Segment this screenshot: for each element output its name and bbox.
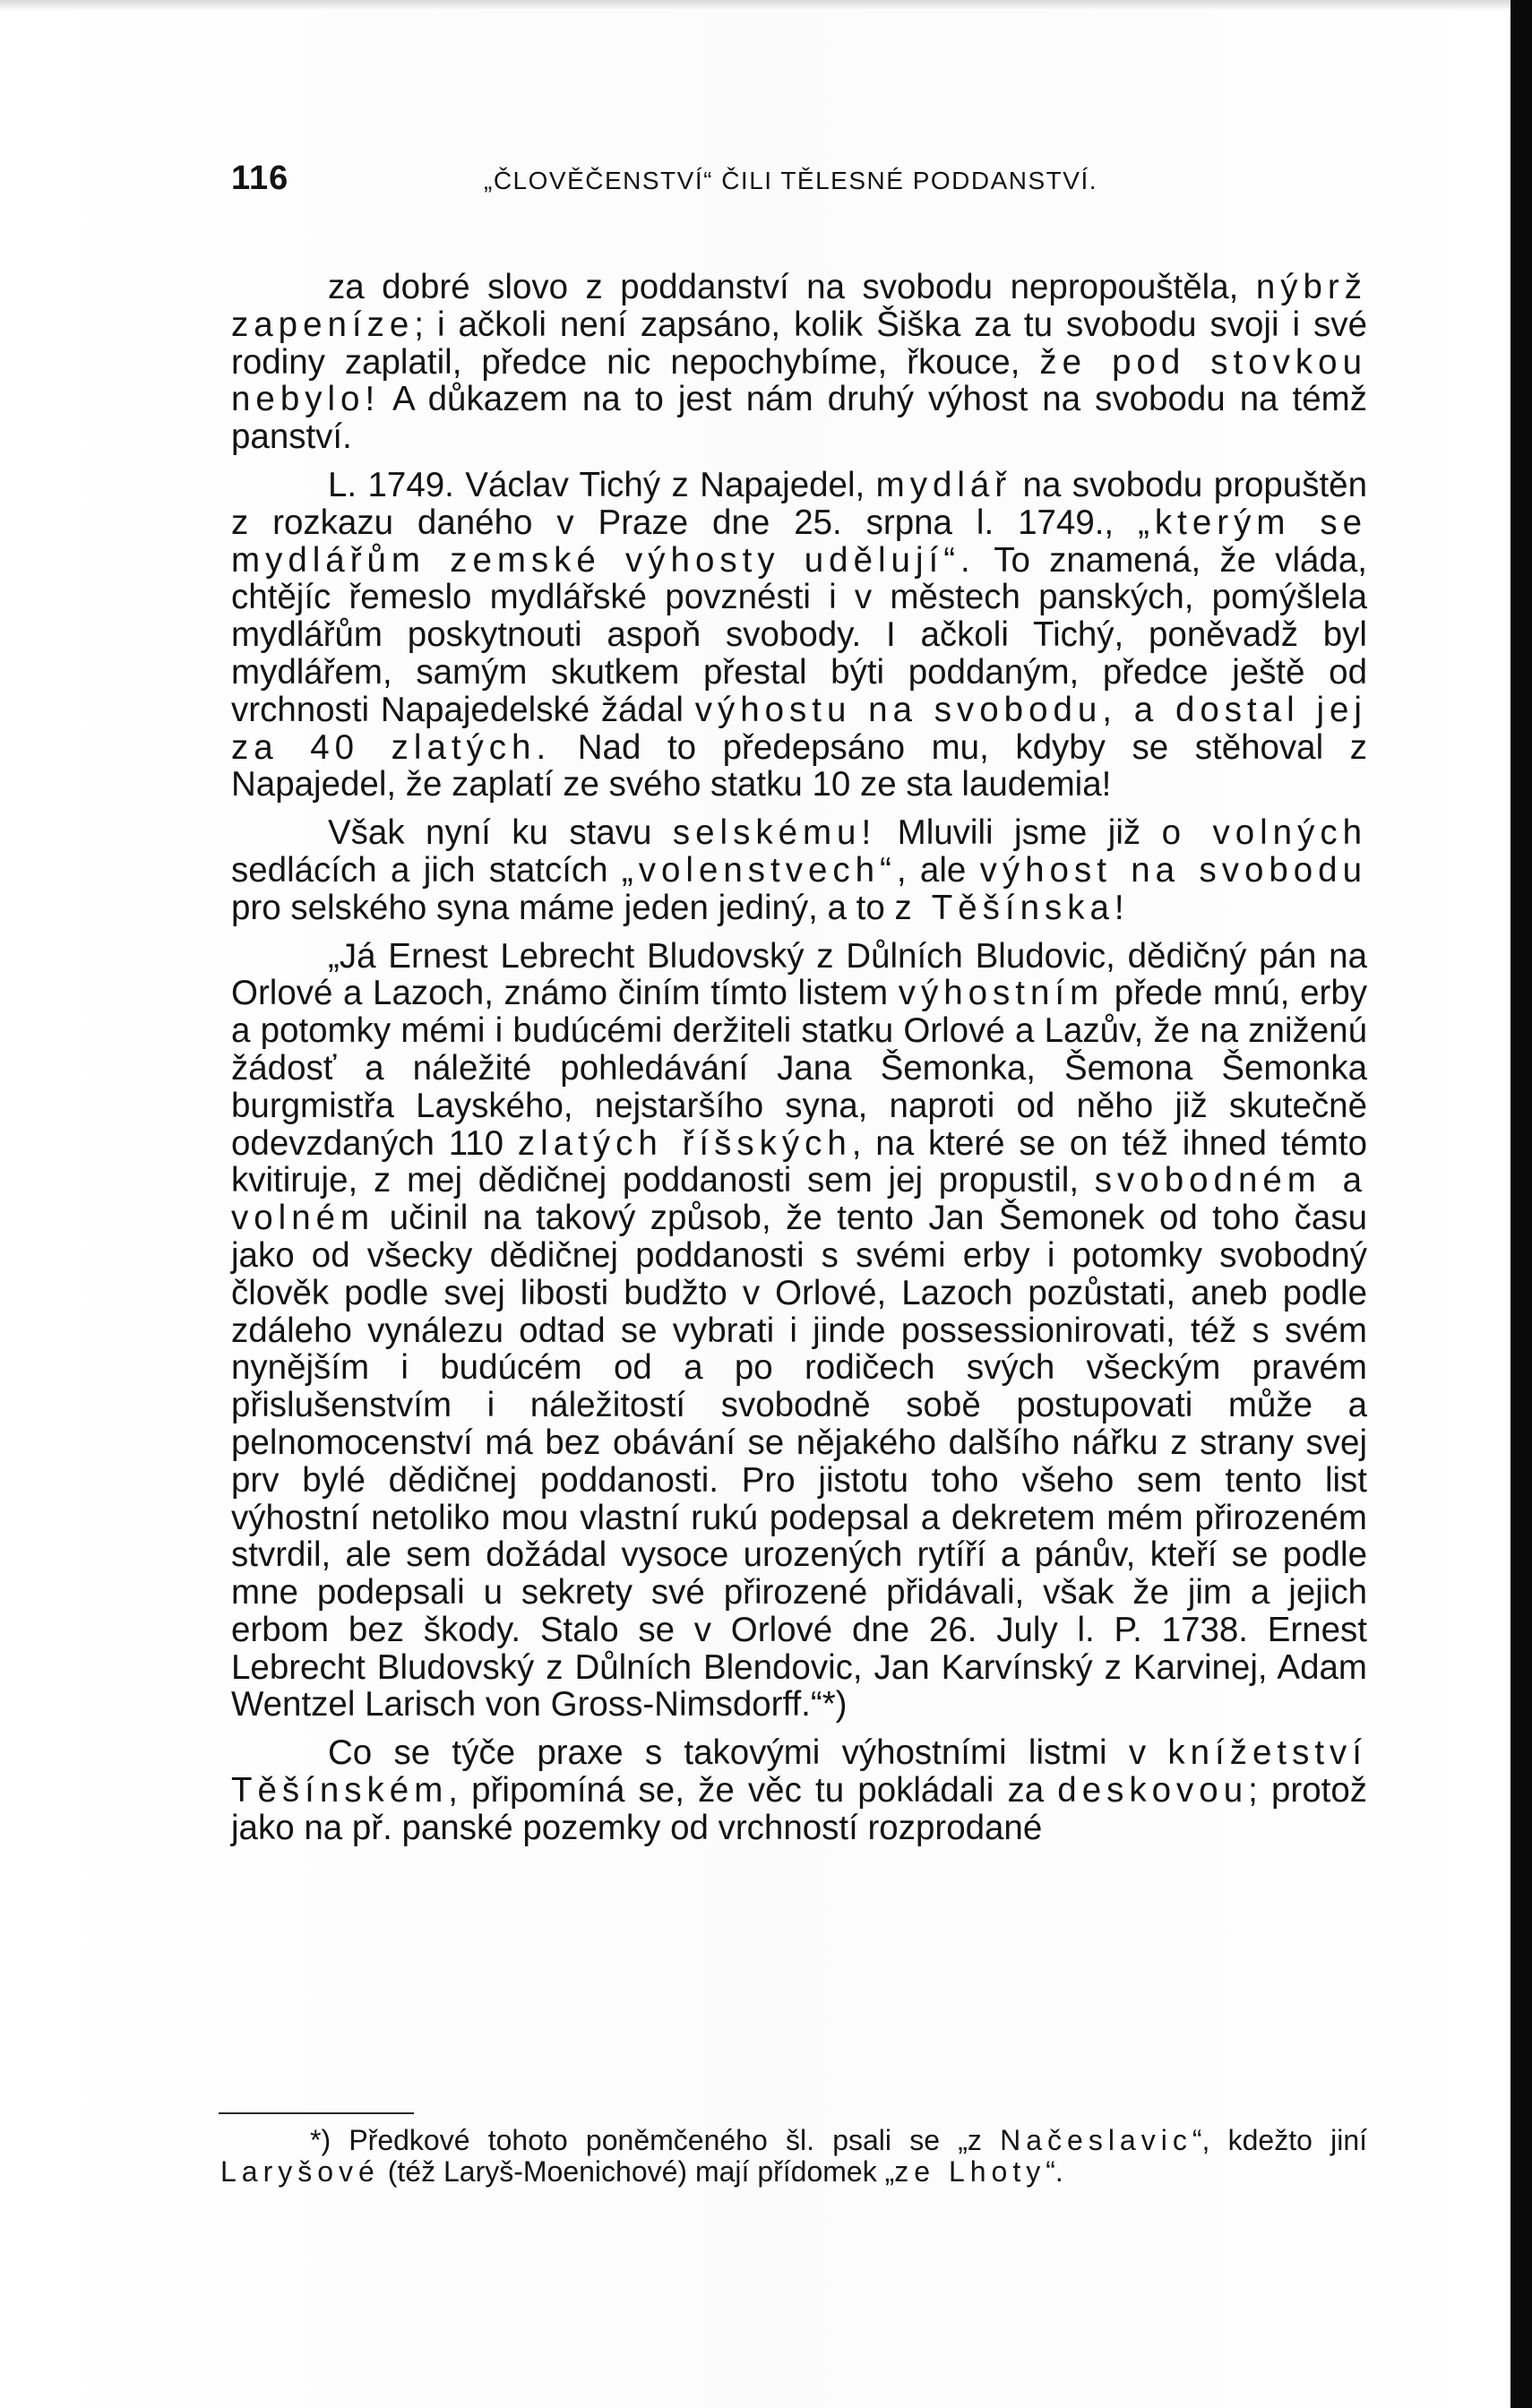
spaced-emphasis: „volenstvech“ (621, 850, 897, 890)
spaced-emphasis: výhostním (898, 974, 1105, 1013)
spaced-emphasis: deskovou (1057, 1771, 1249, 1810)
page-number: 116 (231, 159, 289, 197)
text-run: Mluvili jsme již (876, 813, 1162, 853)
text-run: “, kdežto jiní (1192, 2124, 1367, 2156)
text-run: Však nyní ku stavu (328, 813, 673, 853)
text-run: přede mnú, erby a potomky mémi i budúcémi deržiteli statku Orlové a Lazův, že na zniženú žádosť a náležité pohledávání Jana Šemonka, Šemona Šemonka burgmistřa Layského, nejstaršího syna, naproti od něho již skutečně odevzdaných 110 (231, 974, 1367, 1163)
text-run: „Já Ernest Lebrecht Bludovský z Důlních Bludovic, dědičný pán na Orlové a Lazoch, známo činím tímto listem (231, 936, 1367, 1013)
footnote-divider (219, 2112, 414, 2114)
spaced-emphasis: nýbrž zapeníze (231, 268, 1367, 344)
scan-right-edge (1510, 0, 1532, 2408)
text-run: , ale (896, 850, 980, 890)
spaced-emphasis: knížetství Těšínském (231, 1733, 1367, 1810)
text-run: *) Předkové tohoto poněmčeného šl. psali se „z (310, 2124, 1001, 2156)
spaced-emphasis: Načeslavic (1000, 2124, 1192, 2156)
spaced-emphasis: o volných (1161, 813, 1367, 853)
paragraph-4 (231, 938, 1367, 1724)
text-run: L. 1749. Václav Tichý z Napajedel, (328, 465, 876, 504)
footnote-text (220, 2125, 1367, 2188)
spaced-emphasis: mydlář (875, 465, 1012, 504)
text-run: pro selského syna máme jeden jediný, a to (231, 888, 895, 927)
text-run: , na které se on též ihned témto kvitiruje, z mej dědičnej poddanosti sem jej propustil, (231, 1123, 1368, 1200)
text-run: To znamená, že vláda, chtějíc řemeslo mydlářské povznésti i v městech panských, pomýšlela mydlářům poskytnouti aspoň svobody. I ačkoli Tichý, poněvadž byl mydlářem, samým skutkem přestal býti poddaným, předce ještě od vrchnosti Napajedelské žádal (231, 540, 1367, 729)
text-run: Nad to předepsáno mu, kdyby se stěhoval z Napajedel, že zaplatí ze svého statku 10 ze sta laudemia! (231, 727, 1367, 804)
scan-top-edge (0, 0, 1532, 11)
text-run: “. (1046, 2155, 1063, 2188)
text-run: sedlácích a jich statcích (231, 850, 622, 890)
text-run: A důkazem na to jest nám druhý výhost na svobodu na témž panství. (231, 380, 1367, 457)
text-run: za dobré slovo z poddanství na svobodu nepropouštěla, (328, 268, 1256, 306)
text-run: na svobodu propuštěn z rozkazu daného v Praze dne 25. srpna l. 1749., (231, 465, 1367, 542)
spaced-emphasis: selskému! (672, 813, 877, 853)
spaced-emphasis: svobodném a volném (231, 1161, 1368, 1238)
spaced-emphasis: Laryšové (220, 2155, 380, 2188)
spaced-emphasis: „kterým se mydlářům zemské výhosty udělují“. (231, 503, 1367, 580)
text-run: ; i ačkoli není zapsáno, kolik Šiška za tu svobodu svoji i své rodiny zaplatil, předce nic nepochybíme, řkouce, (231, 305, 1367, 382)
running-title: „ČLOVĚČENSTVÍ“ ČILI TĚLESNÉ PODDANSTVÍ. (484, 167, 1098, 194)
text-run: ; protož jako na př. panské pozemky od vrchností rozprodané (231, 1771, 1367, 1847)
spaced-emphasis: ze Lhoty (894, 2155, 1046, 2188)
text-run: , připomíná se, že věc tu pokládali za (448, 1771, 1058, 1810)
page-header (231, 159, 1362, 210)
spaced-emphasis: zlatých říšských (517, 1123, 852, 1163)
text-run: Co se týče praxe s takovými výhostními listmi v (328, 1733, 1168, 1773)
text-run: učinil na takový způsob, že tento Jan Šemonek od toho času jako od všecky dědičnej poddanosti s svémi erby i potomky svobodný člověk podle svej libosti budžto v Orlové, Lazoch pozůstati, aneb podle zdáleho vynálezu odtad se vybrati i jinde possessionirovati, též s svém nynějším i budúcém od a po rodičech svých všeckým pravém přislušenstvím i náležitostí svobodně sobě postupovati může a pelnomocenství má bez obávání se nějakého dalšího nářku z strany svej prv bylé dědičnej poddanosti. Pro jistotu toho všeho sem tento list výhostní netoliko mou vlastní rukú podepsal a dekretem mém přirozeném stvrdil, ale sem dožádal vysoce urozených rytíří a pánův, kteří se podle mne podepsali u sekrety své přirozené přidávali, však že jim a jejich erbom bez škody. Stalo se v Orlové dne 26. July l. P. 1738. Ernest Lebrecht Bludovský z Důlních Blendovic, Jan Karvínský z Karvinej, Adam Wentzel Larisch von Gross-Nimsdorff.“*) (231, 1199, 1367, 1724)
footnote (220, 2125, 1367, 2188)
spaced-emphasis: výhost na svobodu (979, 850, 1367, 890)
body-text (231, 269, 1367, 1847)
paragraph-1 (231, 269, 1367, 456)
text-run: (též Laryš-Moenichové) mají přídomek „ (379, 2155, 895, 2188)
spaced-emphasis: z Těšínska! (894, 888, 1130, 927)
paragraph-5 (231, 1734, 1367, 1846)
spaced-emphasis: výhostu na svobodu, a dostal jej za 40 zlatých. (231, 690, 1367, 767)
spaced-emphasis: že pod stovkou nebylo! (231, 342, 1367, 419)
paragraph-3 (231, 814, 1367, 926)
paragraph-2 (231, 467, 1367, 804)
